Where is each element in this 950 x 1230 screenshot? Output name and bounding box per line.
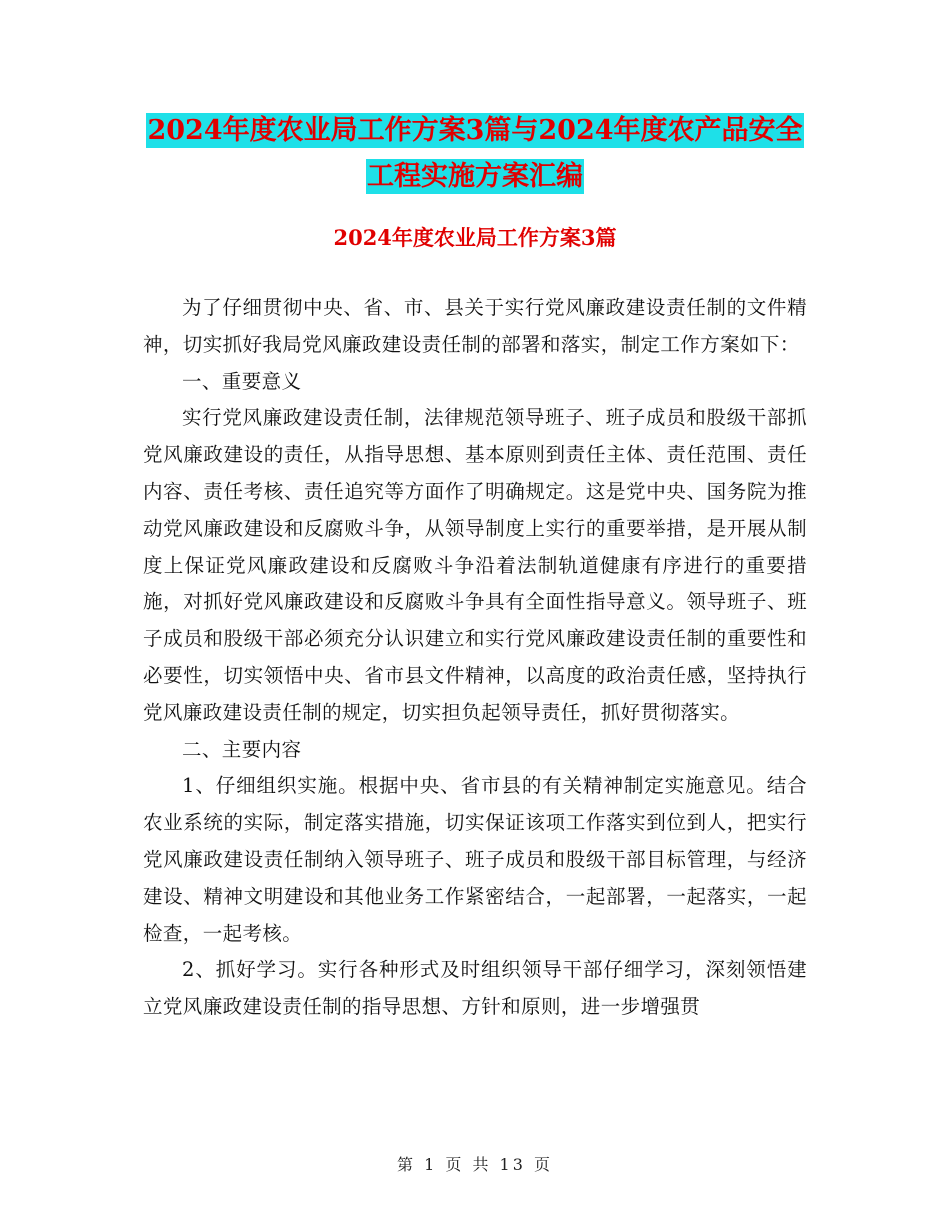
document-title	[140, 108, 810, 200]
paragraph-item-2: 2、抓好学习。实行各种形式及时组织领导干部仔细学习，深刻领悟建立党风廉政建设责任制的指导思想、方针和原则，进一步增强贯	[143, 958, 807, 1019]
heading-importance: 一、重要意义	[182, 369, 302, 393]
paragraph-importance: 实行党风廉政建设责任制，法律规范领导班子、班子成员和股级干部抓党风廉政建设的责任，从指导思想、基本原则到责任主体、责任范围、责任内容、责任考核、责任追究等方面作了明确规定。这是党中央、国务院为推动党风廉政建设和反腐败斗争，从领导制度上实行的重要举措，是开展从制度上保证党风廉政建设和反腐败斗争沿着法制轨道健康有序进行的重要措施，对抓好党风廉政建设和反腐败斗争具有全面性指导意义。领导班子、班子成员和股级干部必须充分认识建立和实行党风廉政建设责任制的重要性和必要性，切实领悟中央、省市县文件精神，以高度的政治责任感，坚持执行党风廉政建设责任制的规定，切实担负起领导责任，抓好贯彻落实。	[143, 406, 807, 724]
paragraph-item-1: 1、仔细组织实施。根据中央、省市县的有关精神制定实施意见。结合农业系统的实际，制定落实措施，切实保证该项工作落实到位到人，把实行党风廉政建设责任制纳入领导班子、班子成员和股级干部目标管理，与经济建设、精神文明建设和其他业务工作紧密结合，一起部署，一起落实，一起检查，一起考核。	[143, 774, 807, 945]
heading-main-content: 二、主要内容	[182, 737, 302, 761]
document-title-line-1: 2024年度农业局工作方案3篇与2024年度农产品安全	[147, 115, 803, 146]
paragraph-intro: 为了仔细贯彻中央、省、市、县关于实行党风廉政建设责任制的文件精神，切实抓好我局党风廉政建设责任制的部署和落实，制定工作方案如下：	[143, 296, 807, 356]
document-title-line-2: 工程实施方案汇编	[367, 161, 583, 192]
page-number-footer: 第 1 页 共 13 页	[397, 1155, 553, 1174]
section-title: 2024年度农业局工作方案3篇	[333, 225, 617, 250]
document-body	[143, 290, 807, 1026]
